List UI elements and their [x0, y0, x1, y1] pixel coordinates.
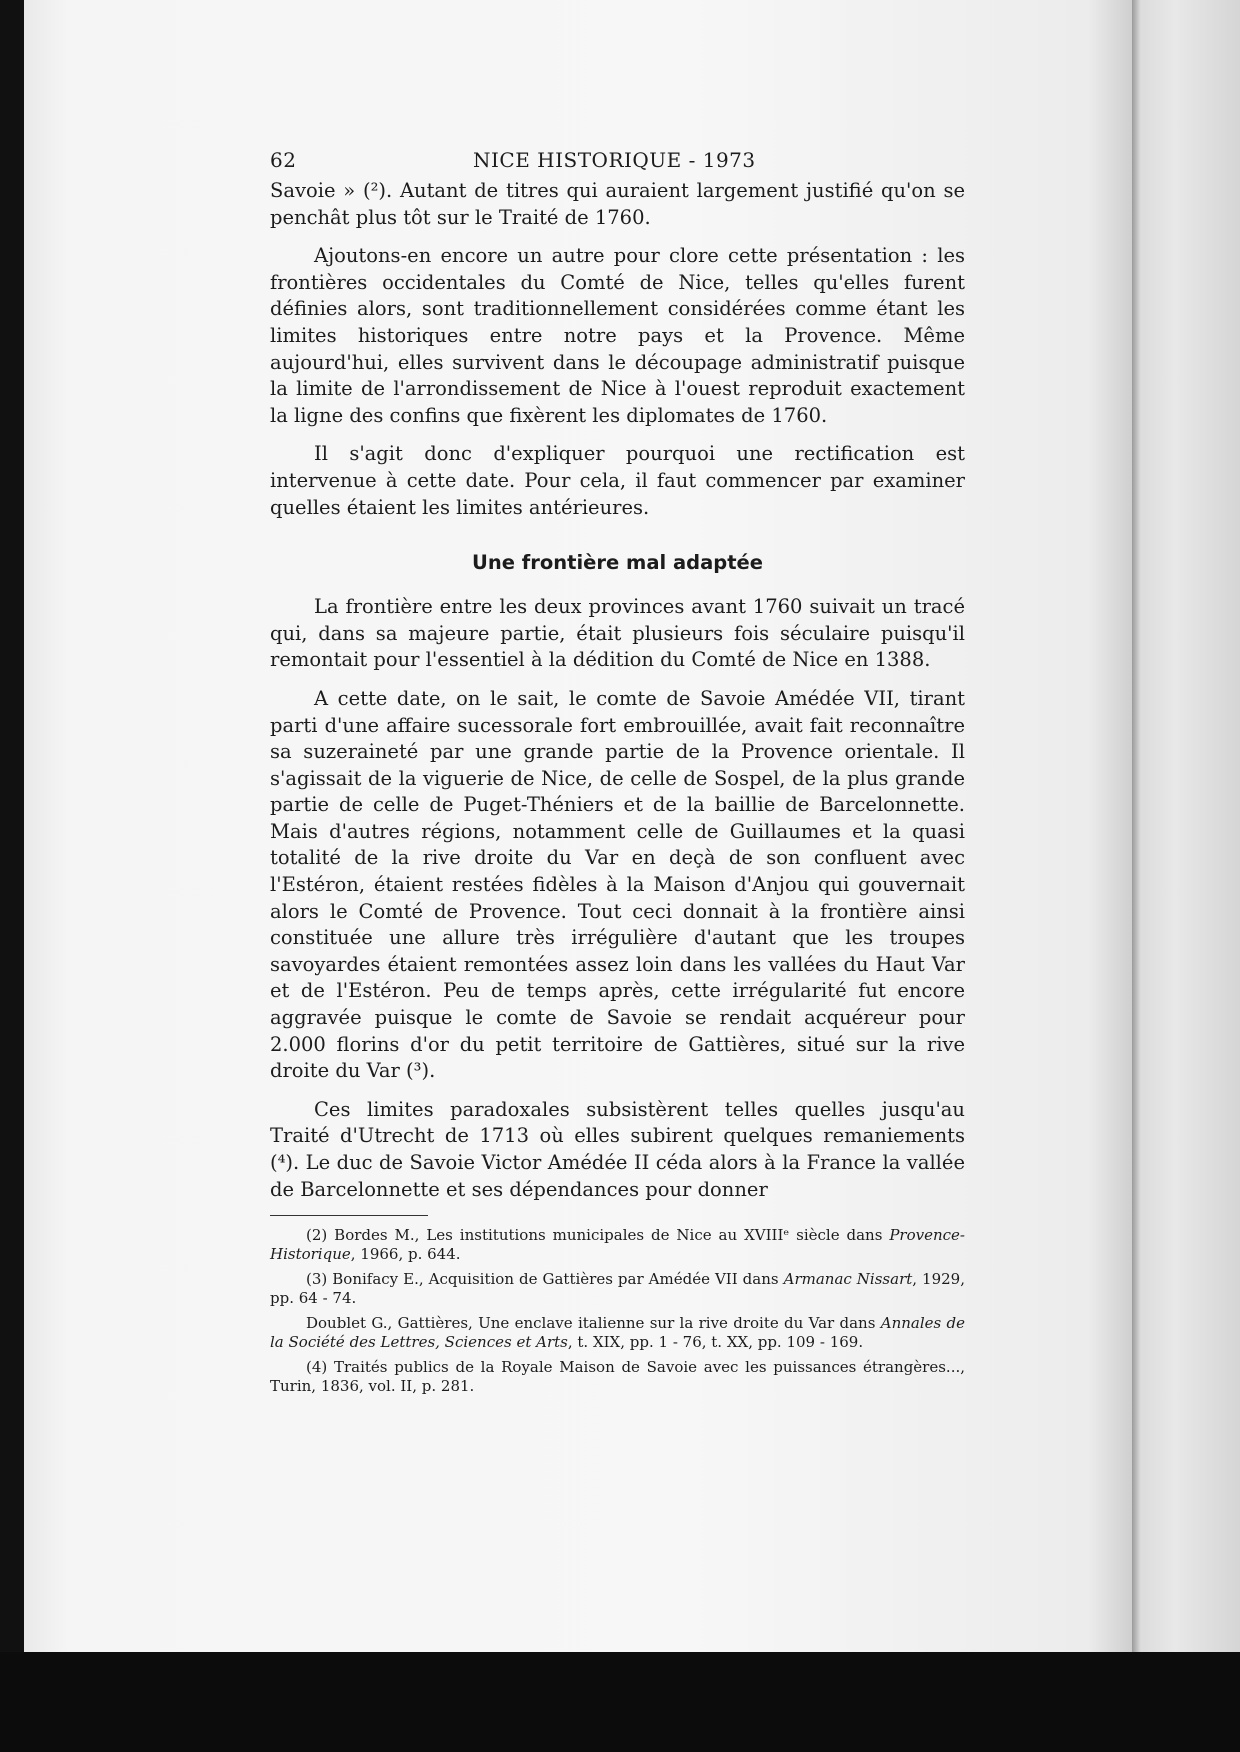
section-heading: Une frontière mal adaptée — [472, 551, 763, 575]
running-header — [270, 148, 965, 178]
footnote — [270, 1270, 965, 1308]
footnote-text: Doublet G., Gattières, Une enclave italienne sur la rive droite du Var dans — [306, 1314, 881, 1333]
page-content — [270, 148, 965, 1402]
footnote-text: (3) Bonifacy E., Acquisition de Gattières par Amédée VII dans — [306, 1270, 784, 1289]
footnote-text: (2) Bordes M., Les institutions municipales de Nice au XVIIIᵉ siècle dans — [306, 1226, 890, 1245]
footnote-text: , 1929, pp. 64 - 74. — [270, 1270, 965, 1308]
footnote — [270, 1226, 965, 1264]
footnote-text: , t. XIX, pp. 1 - 76, t. XX, pp. 109 - 169. — [567, 1333, 864, 1352]
footnote-source-title: Annales de la Société des Lettres, Sciences et Arts — [270, 1314, 965, 1352]
paragraph: Ces limites paradoxales subsistèrent telles quelles jusqu'au Traité d'Utrecht de 1713 où elles subirent quelques remaniements (⁴). Le duc de Savoie Victor Amédée II céda alors à la France la vallée de Barcelonnette et ses dépendances pour donner — [270, 1097, 965, 1201]
footnotes — [270, 1226, 965, 1396]
footnote-separator — [270, 1215, 428, 1216]
paragraph: La frontière entre les deux provinces avant 1760 suivait un tracé qui, dans sa majeure partie, était plusieurs fois séculaire puisqu'il remontait pour l'essentiel à la dédition du Comté de Nice en 1388. — [270, 595, 965, 672]
footnote: (4) Traités publics de la Royale Maison de Savoie avec les puissances étrangères..., Turin, 1836, vol. II, p. 281. — [270, 1358, 965, 1396]
body-text — [270, 178, 965, 1203]
paragraph: A cette date, on le sait, le comte de Savoie Amédée VII, tirant parti d'une affaire sucessorale fort embrouillée, avait fait reconnaître sa suzeraineté par une grande partie de la Provence orientale. Il s'agissait de la viguerie de Nice, de celle de Sospel, de la plus grande partie de celle de Puget-Théniers et de la baillie de Barcelonnette. Mais d'autres régions, notamment celle de Guillaumes et la quasi totalité de la rive droite du Var en deçà de son confluent avec l'Estéron, étaient restées fidèles à la Maison d'Anjou qui gouvernait alors le Comté de Provence. Tout ceci donnait à la frontière ainsi constituée une allure très irrégulière d'autant que les troupes savoyardes étaient remontées assez loin dans les vallées du Haut Var et de l'Estéron. Peu de temps après, cette irrégularité fut encore aggravée puisque le comte de Savoie se rendait acquéreur pour 2.000 florins d'or du petit territoire de Gattières, situé sur la rive droite du Var (³). — [270, 686, 965, 1083]
paragraph: Savoie » (²). Autant de titres qui auraient largement justifié qu'on se penchât plus tôt sur le Traité de 1760. — [270, 179, 965, 229]
footnote — [270, 1314, 965, 1352]
page-number: 62 — [270, 148, 297, 172]
footnote-source-title: Provence-Historique — [270, 1226, 965, 1264]
running-title: NICE HISTORIQUE - 1973 — [473, 148, 756, 172]
footnote-source-title: Armanac Nissart — [783, 1270, 913, 1289]
scanner-bed — [0, 1652, 1240, 1752]
paragraph: Il s'agit donc d'expliquer pourquoi une rectification est intervenue à cette date. Pour cela, il faut commencer par examiner quelles étaient les limites antérieures. — [270, 442, 965, 519]
adjacent-page-edge — [1132, 0, 1240, 1652]
paragraph: Ajoutons-en encore un autre pour clore cette présentation : les frontières occidentales du Comté de Nice, telles qu'elles furent définies alors, sont traditionnellement considérées comme étant les limites historiques entre notre pays et la Provence. Même aujourd'hui, elles survivent dans le découpage administratif puisque la limite de l'arrondissement de Nice à l'ouest reproduit exactement la ligne des confins que fixèrent les diplomates de 1760. — [270, 244, 965, 427]
footnote-text: , 1966, p. 644. — [350, 1245, 461, 1264]
